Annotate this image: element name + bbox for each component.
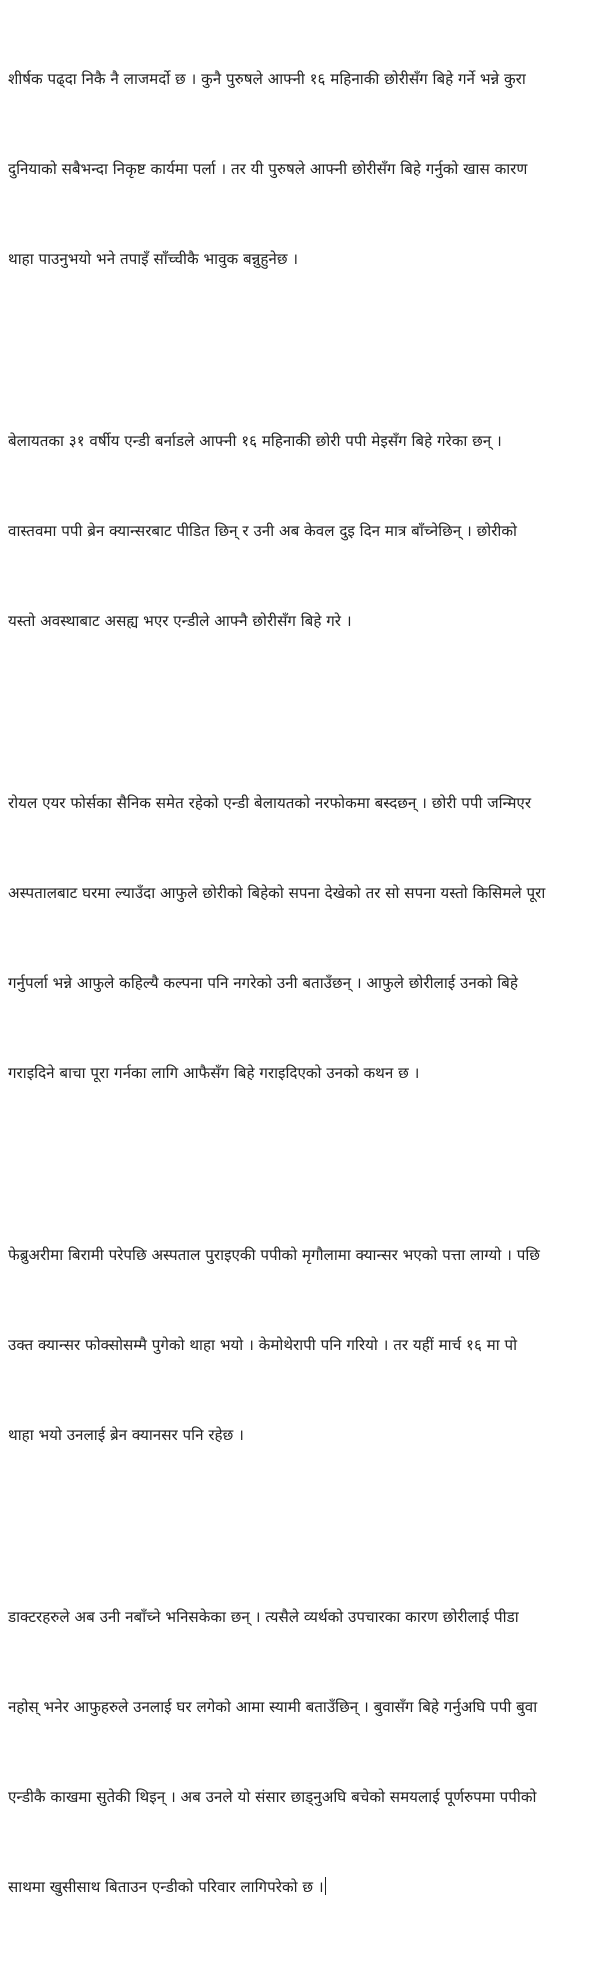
paragraph-2 xyxy=(8,366,614,696)
paragraph-1 xyxy=(8,4,614,334)
text-line: वास्तवमा पपी ब्रेन क्यान्सरबाट पीडित छिन् र उनी अब केवल दुइ दिन मात्र बाँच्नेछिन् । छोरीको xyxy=(8,522,517,540)
paragraph-gap xyxy=(8,334,614,366)
text-line: दुनियाको सबैभन्दा निकृष्ट कार्यमा पर्ला । तर यी पुरुषले आफ्नी छोरीसँग बिहे गर्नुको खास कारण xyxy=(8,160,528,178)
text-line: डाक्टरहरुले अब उनी नबाँच्ने भनिसकेका छन् । त्यसैले व्यर्थको उपचारका कारण छोरीलाई पीडा xyxy=(8,1608,519,1626)
text-line: गर्नुपर्ला भन्ने आफुले कहिल्यै कल्पना पनि नगरेको उनी बताउँछन् । आफुले छोरीलाई उनको बिहे xyxy=(8,974,518,992)
paragraph-gap xyxy=(8,1148,614,1180)
text-line: फेब्रुअरीमा बिरामी परेपछि अस्पताल पुराइएकी पपीको मृगौलामा क्यान्सर भएको पत्ता लाग्यो । पछि xyxy=(8,1246,540,1264)
text-line: उक्त क्यान्सर फोक्सोसम्मै पुगेको थाहा भयो । केमोथेरापी पनि गरियो । तर यहीं मार्च १६ मा पो xyxy=(8,1336,518,1354)
text-line: थाहा पाउनुभयो भने तपाइँ साँच्चीकै भावुक बन्नुहुनेछ । xyxy=(8,250,299,268)
text-line: रोयल एयर फोर्सका सैनिक समेत रहेको एन्डी बेलायतको नरफोकमा बस्दछन् । छोरी पपी जन्मिएर xyxy=(8,794,532,812)
text-line: एन्डीकै काखमा सुतेकी थिइन् । अब उनले यो संसार छाड्नुअघि बचेको समयलाई पूर्णरुपमा पपीको xyxy=(8,1788,537,1806)
text-line: यस्तो अवस्थाबाट असह्य भएर एन्डीले आफ्नै छोरीसँग बिहे गरे । xyxy=(8,612,352,630)
paragraph-5 xyxy=(8,1542,614,1962)
text-line: शीर्षक पढ्दा निकै नै लाजमर्दो छ । कुनै पुरुषले आफ्नी १६ महिनाकी छोरीसँग बिहे गर्ने भन्ने कुरा xyxy=(8,70,526,88)
text-cursor xyxy=(325,1877,326,1895)
text-line: साथमा खुसीसाथ बिताउन एन्डीको परिवार लागिपरेको छ । xyxy=(8,1878,324,1896)
paragraph-3 xyxy=(8,728,614,1148)
text-line: गराइदिने बाचा पूरा गर्नका लागि आफैसँग बिहे गराइदिएको उनको कथन छ । xyxy=(8,1064,420,1082)
text-line: नहोस् भनेर आफुहरुले उनलाई घर लगेको आमा स्यामी बताउँछिन् । बुवासँग बिहे गर्नुअघि पपी बुवा xyxy=(8,1698,538,1716)
text-line: थाहा भयो उनलाई ब्रेन क्यानसर पनि रहेछ । xyxy=(8,1426,244,1444)
text-line: अस्पतालबाट घरमा ल्याउँदा आफुले छोरीको बिहेको सपना देखेको तर सो सपना यस्तो किसिमले पूरा xyxy=(8,884,546,902)
paragraph-4 xyxy=(8,1180,614,1510)
last-text-line xyxy=(8,1872,614,1902)
paragraph-gap xyxy=(8,1510,614,1542)
paragraph-gap xyxy=(8,696,614,728)
text-line: बेलायतका ३१ वर्षीय एन्डी बर्नाडले आफ्नी १६ महिनाकी छोरी पपी मेइसँग बिहे गरेका छन् । xyxy=(8,432,502,450)
